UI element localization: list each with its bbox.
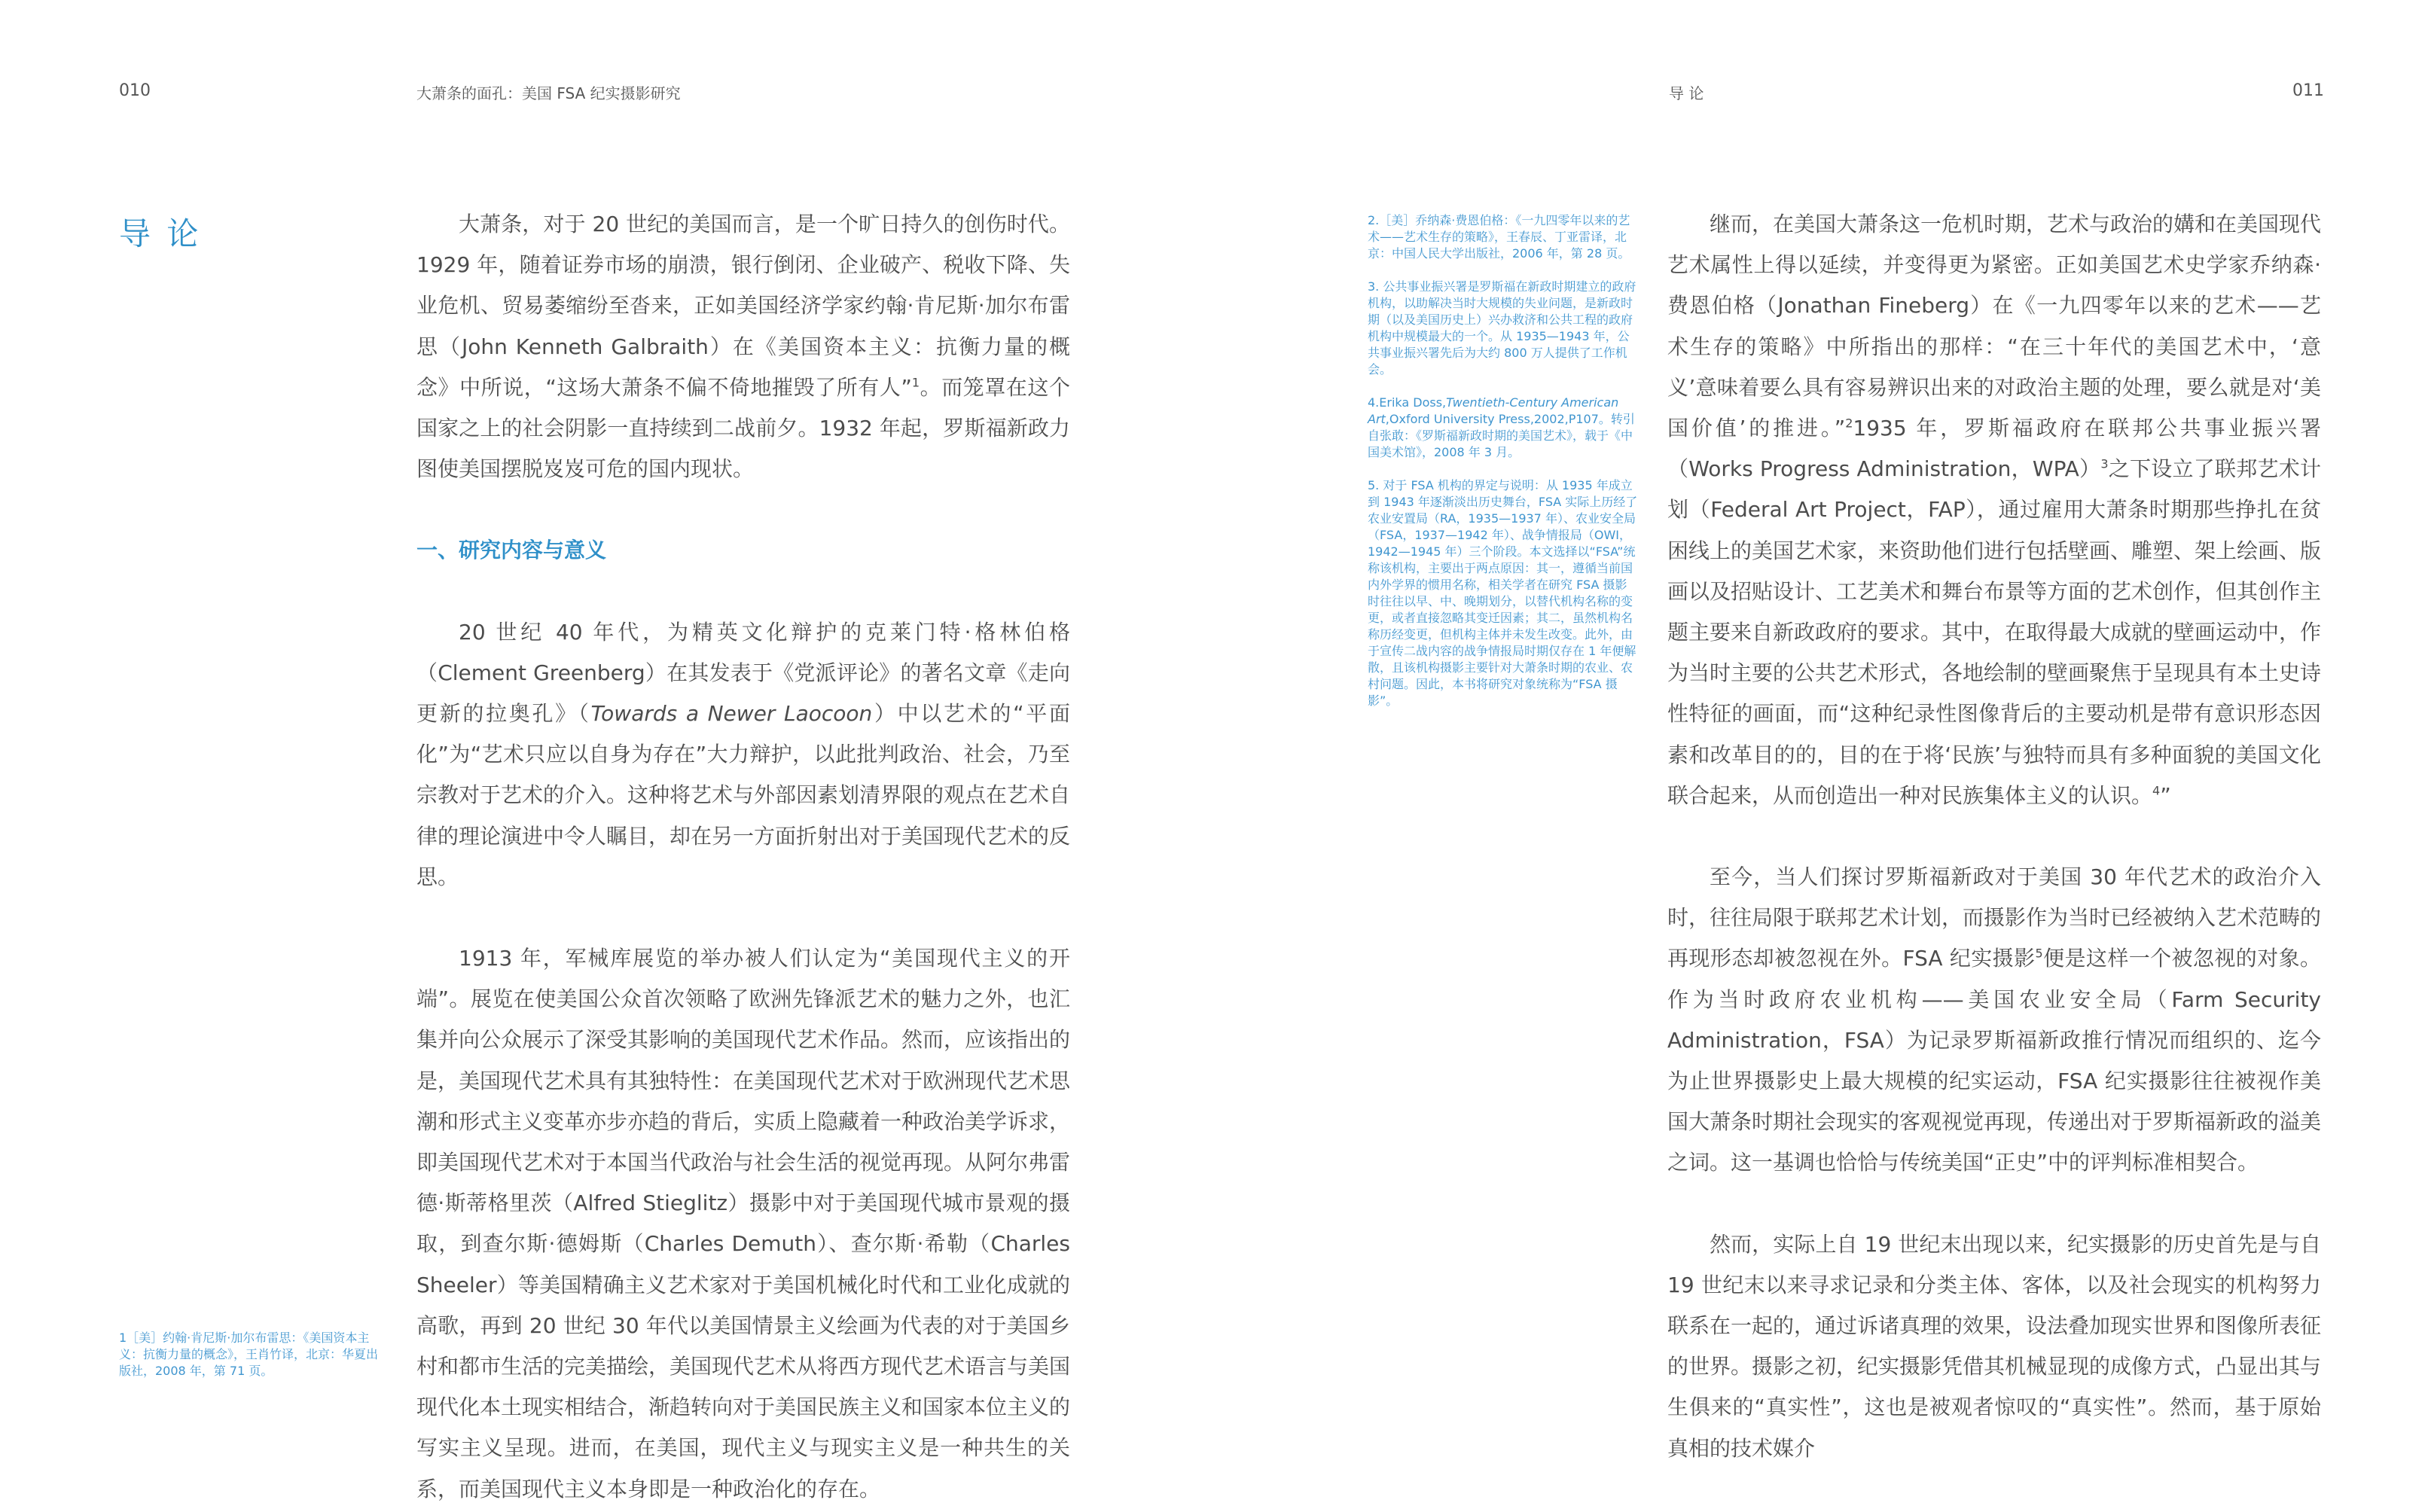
paragraph: 至今，当人们探讨罗斯福新政对于美国 30 年代艺术的政治介入时，往往局限于联邦艺术计划，而摄影作为当时已经被纳入艺术范畴的再现形态却被忽视在外。FSA 纪实摄影$^5$便是这样一个被忽视的对象。作为当时政府农业机构——美国农业安全局（Farm Security Administration，FSA）为记录罗斯福新政推行情况而组织的、迄今为止世界摄影史上最大规模的纪实运动，FSA 纪实摄影往往被视作美国大萧条时期社会现实的客观视觉再现，传递出对于罗斯福新政的溢美之词。这一基调也恰恰与传统美国“正史”中的评判标准相契合。 <box>1667 864 2322 1175</box>
paragraph: 继而，在美国大萧条这一危机时期，艺术与政治的媾和在美国现代艺术属性上得以延续，并变得更为紧密。正如美国艺术史学家乔纳森·费恩伯格（Jonathan Fineberg）在《一九四零年以来的艺术——艺术生存的策略》中所指出的那样：“在三十年代的美国艺术中，‘意义’意味着要么具有容易辨识出来的对政治主题的处理，要么就是对‘美国价值’的推进。”$^2$1935 年，罗斯福政府在联邦公共事业振兴署（Works Progress Administration，WPA）$^3$之下设立了联邦艺术计划（Federal Art Project，FAP），通过雇用大萧条时期那些挣扎在贫困线上的美国艺术家，来资助他们进行包括壁画、雕塑、架上绘画、版画以及招贴设计、工艺美术和舞台布景等方面的艺术创作，但其创作主题主要来自新政政府的要求。其中，在取得最大成就的壁画运动中，作为当时主要的公共艺术形式，各地绘制的壁画聚焦于呈现具有本土史诗性特征的画面，而“这种纪录性图像背后的主要动机是带有意识形态因素和改革目的的，目的在于将‘民族’与独特而具有多种面貌的美国文化联合起来，从而创造出一种对民族集体主义的认识。$^4$” <box>1667 212 2322 808</box>
paragraph: 然而，实际上自 19 世纪末出现以来，纪实摄影的历史首先是与自 19 世纪末以来寻求记录和分类主体、客体，以及社会现实的机构努力联系在一起的，通过诉诸真理的效果，设法叠加现实世界和图像所表征的世界。摄影之初，纪实摄影凭借其机械显现的成像方式，凸显出其与生俱来的“真实性”，这也是被观者惊叹的“真实性”。然而，基于原始真相的技术媒介 <box>1667 1231 2322 1461</box>
footnote-4: 4.Erika Doss,Twentieth-Century American Art,Oxford University Press,2002,P107。转引自张敢：《罗斯福新政时期的美国艺术》，载于《中国美术馆》，2008 年 3 月。 <box>1368 395 1635 459</box>
right-body-text <box>1667 204 2321 1469</box>
section-heading: 一、研究内容与意义 <box>416 538 607 563</box>
chapter-title: 导 论 <box>119 215 202 252</box>
footnote-ref: 2 <box>1845 416 1853 431</box>
paragraph: 大萧条，对于 20 世纪的美国而言，是一个旷日持久的创伤时代。1929 年，随着证券市场的崩溃，银行倒闭、企业破产、税收下降、失业危机、贸易萎缩纷至沓来，正如美国经济学家约翰·肯尼斯·加尔布雷思（John Kenneth Galbraith）在《美国资本主义：抗衡力量的概念》中所说，“这场大萧条不偏不倚地摧毁了所有人”$^1$。而笼罩在这个国家之上的社会阴影一直持续到二战前夕。1932 年起，罗斯福新政力图使美国摆脱岌岌可危的国内现状。 <box>416 212 1070 482</box>
footnote-5: 5. 对于 FSA 机构的界定与说明：从 1935 年成立到 1943 年逐渐淡出历史舞台，FSA 实际上历经了农业安置局（RA，1935—1937 年）、农业安全局（FSA，1937—1942 年）、战争情报局（OWI，1942—1945 年）三个阶段。本文选择以“FSA”统称该机构，主要出于两点原因：其一，遵循当前国内外学界的惯用名称，相关学者在研究 FSA 摄影时往往以早、中、晚期划分，以替代机构名称的变更，或者直接忽略其变迁因素；其二，虽然机构名称历经变更，但机构主体并未发生改变。此外，由于宣传二战内容的战争情报局时期仅存在 1 年便解散，且该机构摄影主要针对大萧条时期的农业、农村问题。因此，本书将研究对象统称为“FSA 摄影”。 <box>1368 478 1638 708</box>
left-running-title: 大萧条的面孔：美国 FSA 纪实摄影研究 <box>416 84 681 102</box>
footnote-1: 1［美］约翰·肯尼斯·加尔布雷思：《美国资本主义：抗衡力量的概念》，王肖竹译，北京：华夏出版社，2008 年，第 71 页。 <box>119 1331 379 1378</box>
right-running-title: 导 论 <box>1669 84 1704 102</box>
footnote-3: 3. 公共事业振兴署是罗斯福在新政时期建立的政府机构，以助解决当时大规模的失业问题，是新政时期（以及美国历史上）兴办救济和公共工程的政府机构中规模最大的一个。从 1935—1943 年，公共事业振兴署先后为大约 800 万人提供了工作机会。 <box>1368 279 1636 376</box>
side-notes <box>1368 212 1639 726</box>
footnote-ref: 3 <box>2100 456 2109 471</box>
footnote-ref: 1 <box>911 375 920 390</box>
left-page-number: 010 <box>119 81 151 100</box>
footnote-ref: 4 <box>2152 783 2161 798</box>
paragraph: 1913 年，军械库展览的举办被人们认定为“美国现代主义的开端”。展览在使美国公众首次领略了欧洲先锋派艺术的魅力之外，也汇集并向公众展示了深受其影响的美国现代艺术作品。然而，应该指出的是，美国现代艺术具有其独特性：在美国现代艺术对于欧洲现代艺术思潮和形式主义变革亦步亦趋的背后，实质上隐藏着一种政治美学诉求，即美国现代艺术对于本国当代政治与社会生活的视觉再现。从阿尔弗雷德·斯蒂格里茨（Alfred Stieglitz）摄影中对于美国现代城市景观的摄取，到查尔斯·德姆斯（Charles Demuth）、查尔斯·希勒（Charles Sheeler）等美国精确主义艺术家对于美国机械化时代和工业化成就的高歌，再到 20 世纪 30 年代以美国情景主义绘画为代表的对于美国乡村和都市生活的完美描绘，美国现代艺术从将西方现代艺术语言与美国现代化本土现实相结合，渐趋转向对于美国民族主义和国家本位主义的写实主义呈现。进而，在美国，现代主义与现实主义是一种共生的关系，而美国现代主义本身即是一种政治化的存在。 <box>416 946 1071 1501</box>
footnote-2: 2.［美］乔纳森·费恩伯格：《一九四零年以来的艺术——艺术生存的策略》，王春辰、丁亚雷译，北京：中国人民大学出版社，2006 年，第 28 页。 <box>1368 213 1630 261</box>
right-page-number: 011 <box>2292 81 2324 100</box>
footnote-ref: 5 <box>2035 947 2043 962</box>
left-body-text <box>416 204 1070 1510</box>
paragraph: 20 世纪 40 年代，为精英文化辩护的克莱门特·格林伯格（Clement Greenberg）在其发表于《党派评论》的著名文章《走向更新的拉奥孔》（Towards a Newer Laocoon）中以艺术的“平面化”为“艺术只应以自身为存在”大力辩护，以此批判政治、社会，乃至宗教对于艺术的介入。这种将艺术与外部因素划清界限的观点在艺术自律的理论演进中令人瞩目，却在另一方面折射出对于美国现代艺术的反思。 <box>416 619 1071 889</box>
